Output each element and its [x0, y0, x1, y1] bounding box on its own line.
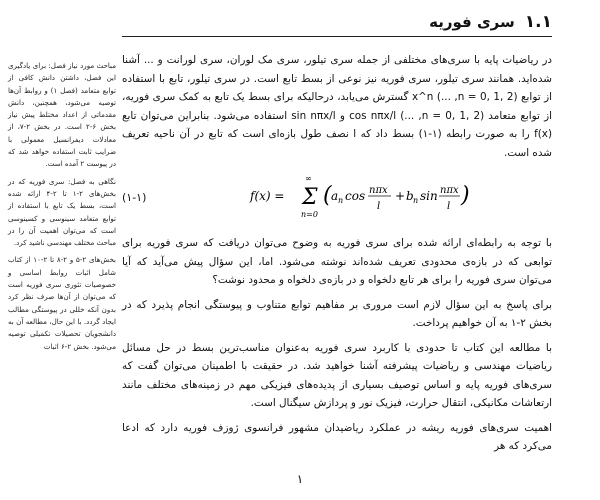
eq-lhs: f(x) = — [250, 188, 285, 203]
section-title: سری فوریه — [429, 13, 515, 31]
margin-notes — [8, 60, 116, 496]
equation-formula — [164, 169, 552, 226]
eq-frac1-num: nπx — [369, 184, 388, 196]
paragraph-applications: با مطالعه این کتاب تا حدودی با کاربرد سری فوریه به‌عنوان مناسب‌ترین بسط در حل مسائل ریاضیات مهندسی و ریاضیات پیشرفته آشنا خواهید شد. در حقیقت با اطمینان می‌توان گفت که سری‌های فوریه پایه و اساس توصیف بسیاری از پدیده‌های فیزیکی مهم در زمینه‌های مختلف مانند ارتعاشات مکانیکی، انتقال حرارت، فیزیک نور و پردازش سیگنال است. — [122, 341, 552, 409]
eq-frac2-den: l — [447, 200, 451, 212]
section-heading — [122, 12, 552, 37]
eq-paren-left: ( — [323, 182, 332, 208]
eq-sum-sup: ∞ — [305, 173, 312, 183]
paragraph-answer: برای پاسخ به این سؤال لازم است مروری بر مفاهیم توابع متناوب و پیوستگی انجام پذیرد که در بخش ۲-۱ به آن خواهیم پرداخت. — [122, 298, 552, 329]
margin-note-overview: نگاهی به فصل: سری فوریه که در بخش‌های ۲-۱ تا ۲-۴ ارائه شده است، بسط یک تابع با استفاده از توابع متعامد سینوسی و کسینوسی است که می‌توان اهمیت آن را در مباحث مختلف مهندسی ناشید کرد. — [8, 176, 116, 248]
equation-number: (۱-۱) — [122, 190, 147, 204]
equation-block — [122, 170, 552, 224]
paragraph-question: با توجه به رابطه‌ای ارائه شده برای سری فوریه به وضوح می‌توان دریافت که سری فوریه برای توابعی که در بازه‌ی محدودی تعریف شده‌اند نوشته می‌شود. اما، این سؤال پیش می‌آید که آیا می‌توان سری فوریه را برای هر تابع دلخواه و در بازه‌ی دلخواه و محدود نوشت؟ — [122, 237, 552, 286]
eq-sum-sub: n=0 — [301, 209, 319, 219]
eq-cos: cos — [345, 188, 366, 203]
eq-sin: sin — [420, 188, 438, 203]
main-column — [122, 12, 552, 492]
paragraph-intro: در ریاضیات پایه با سری‌های مختلفی از جمله سری تیلور، سری مک لوران، سری لورانت و ... آشنا شده‌اید. همانند سری تیلور، سری فوریه نیز نوعی از بسط تابع است. در سری تیلور، تابع با استفاده از توابع (n = 0, 1, 2, ...) x^n گسترش می‌یابد، درحالیکه برای بسط یک تابع به کمک سری فوریه، از توابع متعامد (n = 0, 1, 2, ...) cos nπx/l و sin nπx/l استفاده می‌شود. بنابراین می‌توان تابع f(x) را به صورت رابطه (۱-۱) بسط داد که l نصف طول بازه‌ای است که تابع در آن ناحیه تعریف شده است. — [122, 54, 553, 159]
margin-note-sections: بخش‌های ۲-۵ و ۲-۸ تا ۲-۱۰ از کتاب شامل اثبات روابط اساسی و خصوصیات تئوری سری فوریه است که می‌توان از آن‌ها صرف نظر کرد بدون آنکه خللی در پیوستگی مطالب ایجاد گردد. با این حال، مطالعه آن به دانشجویان تحصیلات تکمیلی توصیه می‌شود. بخش ۲-۶ اثبات — [8, 255, 117, 351]
eq-paren-right: ) — [461, 182, 470, 208]
eq-frac2-num: nπx — [440, 184, 459, 196]
eq-plus: + — [395, 188, 406, 203]
eq-frac1-den: l — [377, 200, 381, 212]
section-number: ۱.۱ — [524, 12, 552, 32]
paragraph-history: اهمیت سری‌های فوریه ریشه در عملکرد ریاضیدان مشهور فرانسوی ژوزف فوریه دارد که ادعا می‌کرد که هر — [122, 421, 552, 452]
page-number: ۱ — [296, 472, 304, 486]
eq-term-a-sub: n — [338, 195, 344, 205]
eq-sigma: Σ — [302, 184, 318, 210]
eq-term-b-sub: n — [413, 195, 419, 205]
eq-term-a: a — [331, 188, 339, 203]
eq-term-b: b — [406, 188, 414, 203]
margin-note-prerequisites: مباحث مورد نیاز فصل: برای یادگیری این فصل، داشتن دانش کافی از توابع متعامد (فصل ۱) و روابط آن‌ها توصیه می‌شود، همچنین، دانش مقدماتی از اعداد مختلط پیش نیاز بخش ۶-۲ است. در بخش ۲-۷، از معادلات دیفرانسیل معمولی با ضرایب ثابت استفاده خواهد شد که در پیوست ۲ آمده است. — [8, 61, 116, 169]
equation-svg — [248, 169, 468, 223]
